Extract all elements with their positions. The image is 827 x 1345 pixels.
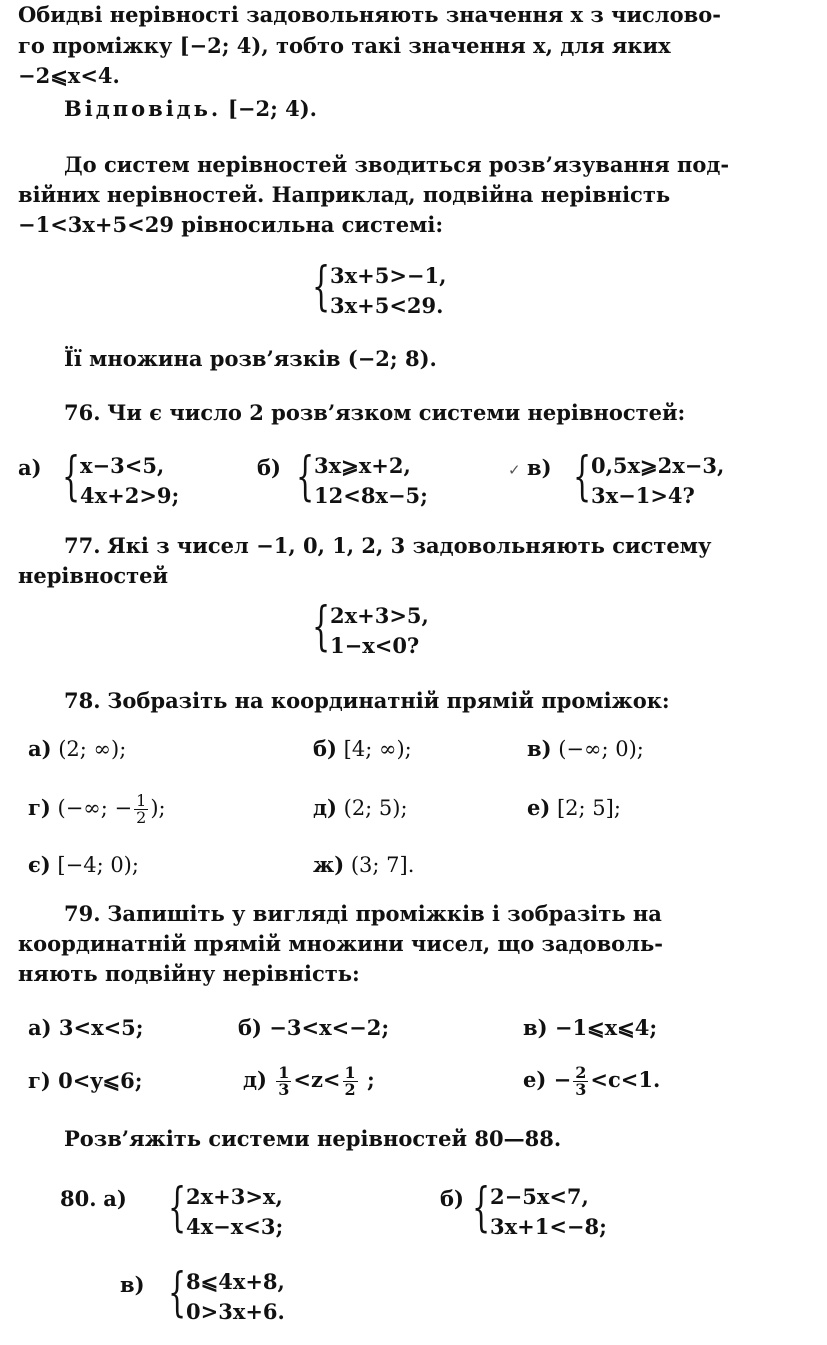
system-line-1: 2x+3>5, bbox=[330, 603, 429, 628]
system-brace: { bbox=[312, 257, 331, 317]
ex76-b-label: б) bbox=[257, 455, 281, 480]
item-mid: <z< bbox=[293, 1067, 341, 1092]
exercise-number: 77. bbox=[64, 533, 101, 558]
answer-value: [−2; 4). bbox=[227, 96, 317, 121]
item-label: а) bbox=[28, 1015, 52, 1040]
item-value-post: ); bbox=[150, 796, 166, 820]
system-line-2: 4x−x<3; bbox=[186, 1214, 284, 1239]
ex78-item-h bbox=[313, 852, 414, 878]
system-brace: { bbox=[168, 1263, 187, 1323]
system-line-1: 2−5x<7, bbox=[490, 1184, 589, 1209]
exercise-79-title bbox=[64, 901, 662, 927]
system-line-1: 0,5x⩾2x−3, bbox=[591, 453, 725, 478]
ex76-c-system bbox=[573, 447, 813, 516]
item-value: (2; 5); bbox=[343, 796, 408, 820]
solve-heading: Розв’яжіть системи нерівностей 80—88. bbox=[64, 1126, 562, 1151]
system-line-2: 1−x<0? bbox=[330, 633, 420, 658]
item-label: д) bbox=[313, 795, 337, 820]
item-label: г) bbox=[28, 1068, 51, 1093]
exercise-77-title bbox=[64, 533, 711, 559]
intro-line-2: го проміжку [−2; 4), тобто такі значення x, для яких bbox=[18, 33, 671, 58]
system-brace: { bbox=[168, 1178, 187, 1238]
item-label: д) bbox=[243, 1067, 267, 1092]
ex78-item-f bbox=[527, 795, 621, 821]
system-line-2: 3x+1<−8; bbox=[490, 1214, 607, 1239]
ex79-item-e bbox=[243, 1062, 375, 1098]
item-label: б) bbox=[238, 1015, 262, 1040]
check-mark: ✓ bbox=[508, 461, 521, 479]
item-label: ж) bbox=[313, 852, 345, 877]
system-brace: { bbox=[296, 447, 315, 507]
item-value: 0<y⩽6; bbox=[58, 1068, 143, 1093]
ex79-item-a bbox=[28, 1015, 144, 1041]
item-label: е) bbox=[527, 795, 551, 820]
item-value: [2; 5]; bbox=[556, 796, 621, 820]
exercise-number: 76. bbox=[64, 400, 101, 425]
double-result: Її множина розв’язків (−2; 8). bbox=[64, 346, 437, 371]
item-label: є) bbox=[28, 852, 51, 877]
double-line-3: −1<3x+5<29 рівносильна системі: bbox=[18, 212, 444, 237]
ex79-item-c bbox=[523, 1015, 657, 1041]
ex77-system bbox=[312, 597, 512, 666]
item-value: 3<x<5; bbox=[58, 1015, 144, 1040]
ex79-text-2: координатній прямій множини чисел, що задоволь- bbox=[18, 931, 663, 956]
ex76-b-system bbox=[296, 447, 496, 516]
item-value: (3; 7]. bbox=[350, 853, 415, 877]
system-line-2: 12<8x−5; bbox=[314, 483, 428, 508]
item-value: (2; ∞); bbox=[58, 737, 127, 761]
system-line-1: 2x+3>x, bbox=[186, 1184, 283, 1209]
system-line-1: 8⩽4x+8, bbox=[186, 1269, 285, 1294]
fraction bbox=[343, 1065, 358, 1098]
ex76-a-system bbox=[62, 447, 262, 516]
exercise-text: Чи є число 2 розв’язком системи нерівностей: bbox=[107, 400, 686, 425]
exercise-76-title bbox=[64, 400, 685, 426]
fraction-denominator: 3 bbox=[278, 1080, 290, 1099]
ex79-text-3: няють подвійну нерівність: bbox=[18, 961, 360, 986]
ex80-a-system bbox=[168, 1178, 388, 1247]
exercise-78-title bbox=[64, 688, 670, 714]
item-value: [−4; 0); bbox=[57, 853, 139, 877]
double-line-2: війних нерівностей. Наприклад, подвійна нерівність bbox=[18, 182, 671, 207]
ex78-item-c bbox=[527, 736, 644, 762]
exercise-number: 79. bbox=[64, 901, 101, 926]
fraction bbox=[276, 1065, 291, 1098]
item-post: <c<1. bbox=[590, 1067, 661, 1092]
ex79-item-d bbox=[28, 1068, 143, 1094]
double-line-1: До систем нерівностей зводиться розв’язування под- bbox=[64, 152, 730, 177]
item-label: в) bbox=[523, 1015, 548, 1040]
fraction bbox=[134, 793, 148, 826]
item-value: −3<x<−2; bbox=[269, 1015, 390, 1040]
item-end: ; bbox=[366, 1067, 375, 1092]
exercise-text: Які з чисел −1, 0, 1, 2, 3 задовольняють систему bbox=[107, 533, 712, 558]
exercise-text: Запишіть у вигляді проміжків і зобразіть на bbox=[107, 901, 662, 926]
exercise-text: Зобразіть на координатній прямій проміжок: bbox=[107, 688, 670, 713]
ex78-item-a bbox=[28, 736, 126, 762]
item-value: [4; ∞); bbox=[343, 737, 412, 761]
intro-line-1: Обидві нерівності задовольняють значення x з числово- bbox=[18, 2, 721, 27]
item-label: г) bbox=[28, 795, 51, 820]
intro-line-3: −2⩽x<4. bbox=[18, 63, 120, 88]
fraction-denominator: 2 bbox=[344, 1080, 356, 1099]
fraction bbox=[573, 1065, 588, 1098]
system-brace: { bbox=[62, 447, 81, 507]
ex77-text-2: нерівностей bbox=[18, 563, 169, 588]
item-label: а) bbox=[28, 736, 52, 761]
answer-line bbox=[64, 96, 317, 122]
system-line-1: 3x⩾x+2, bbox=[314, 453, 411, 478]
fraction-numerator: 1 bbox=[344, 1063, 356, 1082]
ex80-c-label: в) bbox=[120, 1272, 145, 1297]
ex80-b-label: б) bbox=[440, 1186, 464, 1211]
ex78-item-d bbox=[28, 790, 166, 826]
exercise-80-number bbox=[60, 1186, 127, 1212]
system-line-1: x−3<5, bbox=[80, 453, 165, 478]
item-label: а) bbox=[103, 1186, 127, 1211]
system-line-2: 3x+5<29. bbox=[330, 293, 444, 318]
item-value: (−∞; 0); bbox=[558, 737, 644, 761]
ex79-item-b bbox=[238, 1015, 389, 1041]
item-value-pre: (−∞; − bbox=[57, 796, 133, 820]
ex78-item-g bbox=[28, 852, 139, 878]
system-line-1: 3x+5>−1, bbox=[330, 263, 447, 288]
double-system bbox=[312, 257, 572, 326]
item-label: б) bbox=[313, 736, 337, 761]
ex78-item-e bbox=[313, 795, 408, 821]
system-brace: { bbox=[573, 447, 592, 507]
fraction-numerator: 1 bbox=[136, 791, 147, 810]
answer-label: Відповідь. bbox=[64, 96, 222, 121]
fraction-numerator: 2 bbox=[575, 1063, 587, 1082]
fraction-denominator: 3 bbox=[575, 1080, 587, 1099]
item-value: −1⩽x⩽4; bbox=[554, 1015, 658, 1040]
ex79-item-f bbox=[523, 1062, 660, 1098]
fraction-denominator: 2 bbox=[136, 808, 147, 827]
exercise-number: 80. bbox=[60, 1186, 97, 1211]
item-label: е) bbox=[523, 1067, 547, 1092]
system-brace: { bbox=[312, 597, 331, 657]
ex76-a-label: а) bbox=[18, 455, 42, 480]
fraction-numerator: 1 bbox=[278, 1063, 290, 1082]
item-pre: − bbox=[553, 1067, 572, 1092]
ex76-c-label: в) bbox=[527, 455, 552, 480]
system-line-2: 4x+2>9; bbox=[80, 483, 180, 508]
ex80-b-system bbox=[472, 1178, 712, 1247]
system-line-2: 0>3x+6. bbox=[186, 1299, 285, 1324]
system-line-2: 3x−1>4? bbox=[591, 483, 695, 508]
ex80-c-system bbox=[168, 1263, 388, 1332]
exercise-number: 78. bbox=[64, 688, 101, 713]
system-brace: { bbox=[472, 1178, 491, 1238]
item-label: в) bbox=[527, 736, 552, 761]
ex78-item-b bbox=[313, 736, 412, 762]
